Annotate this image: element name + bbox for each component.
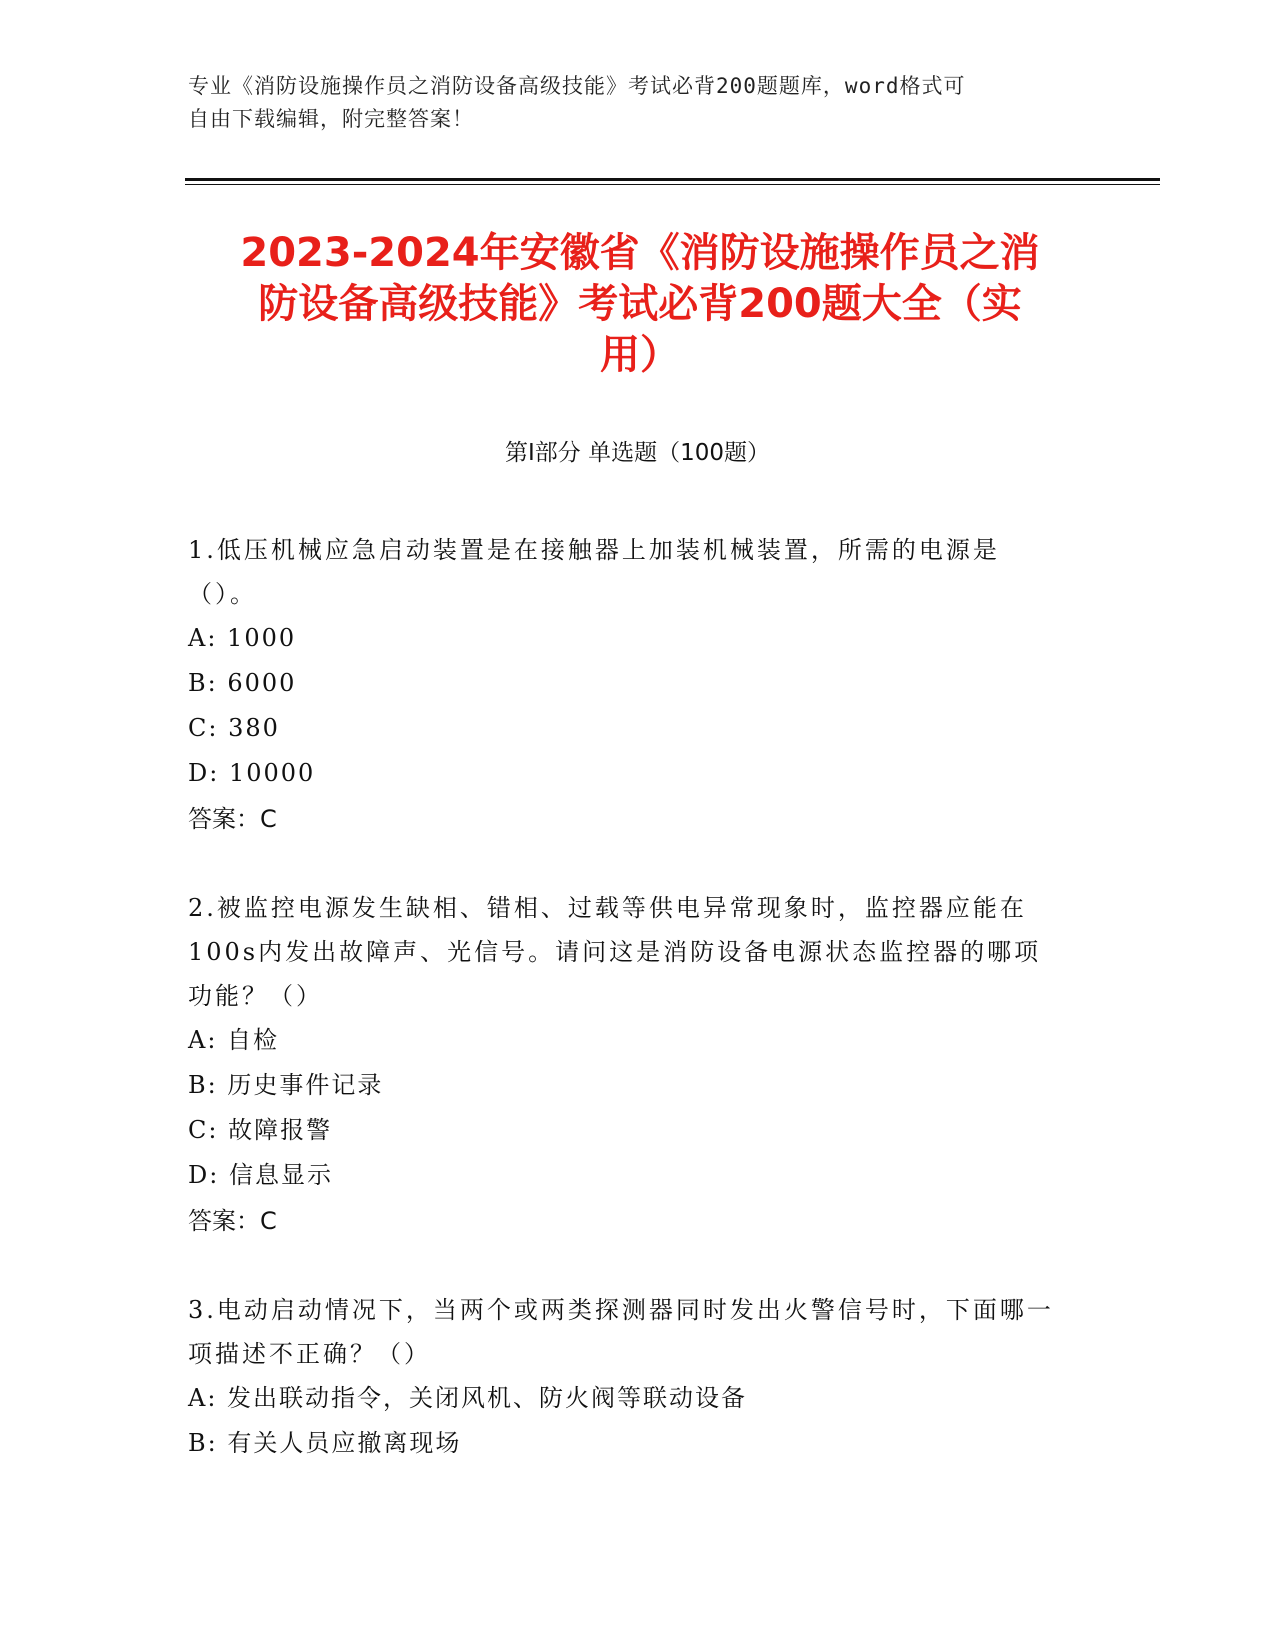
question-stem: 2.被监控电源发生缺相、错相、过载等供电异常现象时，监控器应能在100s内发出故障声、光信号。请问这是消防设备电源状态监控器的哪项功能？（） <box>188 894 1042 1010</box>
question-3 <box>188 1288 1068 1466</box>
question-stem: 1.低压机械应急启动装置是在接触器上加装机械装置，所需的电源是（）。 <box>188 536 1000 608</box>
option-a: A: 1000 <box>188 624 297 652</box>
document-title-line-3: 用） <box>600 332 680 378</box>
answer-line: 答案：C <box>188 1207 277 1235</box>
option-d: D: 信息显示 <box>188 1161 333 1189</box>
question-stem: 3.电动启动情况下，当两个或两类探测器同时发出火警信号时，下面哪一项描述不正确？（） <box>188 1296 1054 1368</box>
option-b: B: 历史事件记录 <box>188 1071 384 1099</box>
document-title <box>185 228 1095 381</box>
header-divider-thin <box>185 184 1160 185</box>
option-b: B: 6000 <box>188 669 297 697</box>
question-1 <box>188 528 1068 842</box>
question-2 <box>188 886 1068 1244</box>
header-divider-thick <box>185 178 1160 181</box>
option-d: D: 10000 <box>188 759 316 787</box>
option-c: C: 故障报警 <box>188 1116 333 1144</box>
option-b: B: 有关人员应撤离现场 <box>188 1429 462 1457</box>
option-c: C: 380 <box>188 714 280 742</box>
document-title-line-2: 防设备高级技能》考试必背200题大全（实 <box>258 281 1022 327</box>
header-note-line-1: 专业《消防设施操作员之消防设备高级技能》考试必背200题题库，word格式可 <box>188 74 966 98</box>
question-list <box>188 528 1068 1510</box>
header-note-line-2: 自由下载编辑，附完整答案！ <box>188 107 474 131</box>
header-note <box>188 70 1058 136</box>
option-a: A: 发出联动指令，关闭风机、防火阀等联动设备 <box>188 1384 748 1412</box>
answer-line: 答案：C <box>188 805 277 833</box>
option-a: A: 自检 <box>188 1026 280 1054</box>
document-title-line-1: 2023-2024年安徽省《消防设施操作员之消 <box>240 230 1040 276</box>
section-heading: 第Ⅰ部分 单选题（100题） <box>505 440 770 466</box>
